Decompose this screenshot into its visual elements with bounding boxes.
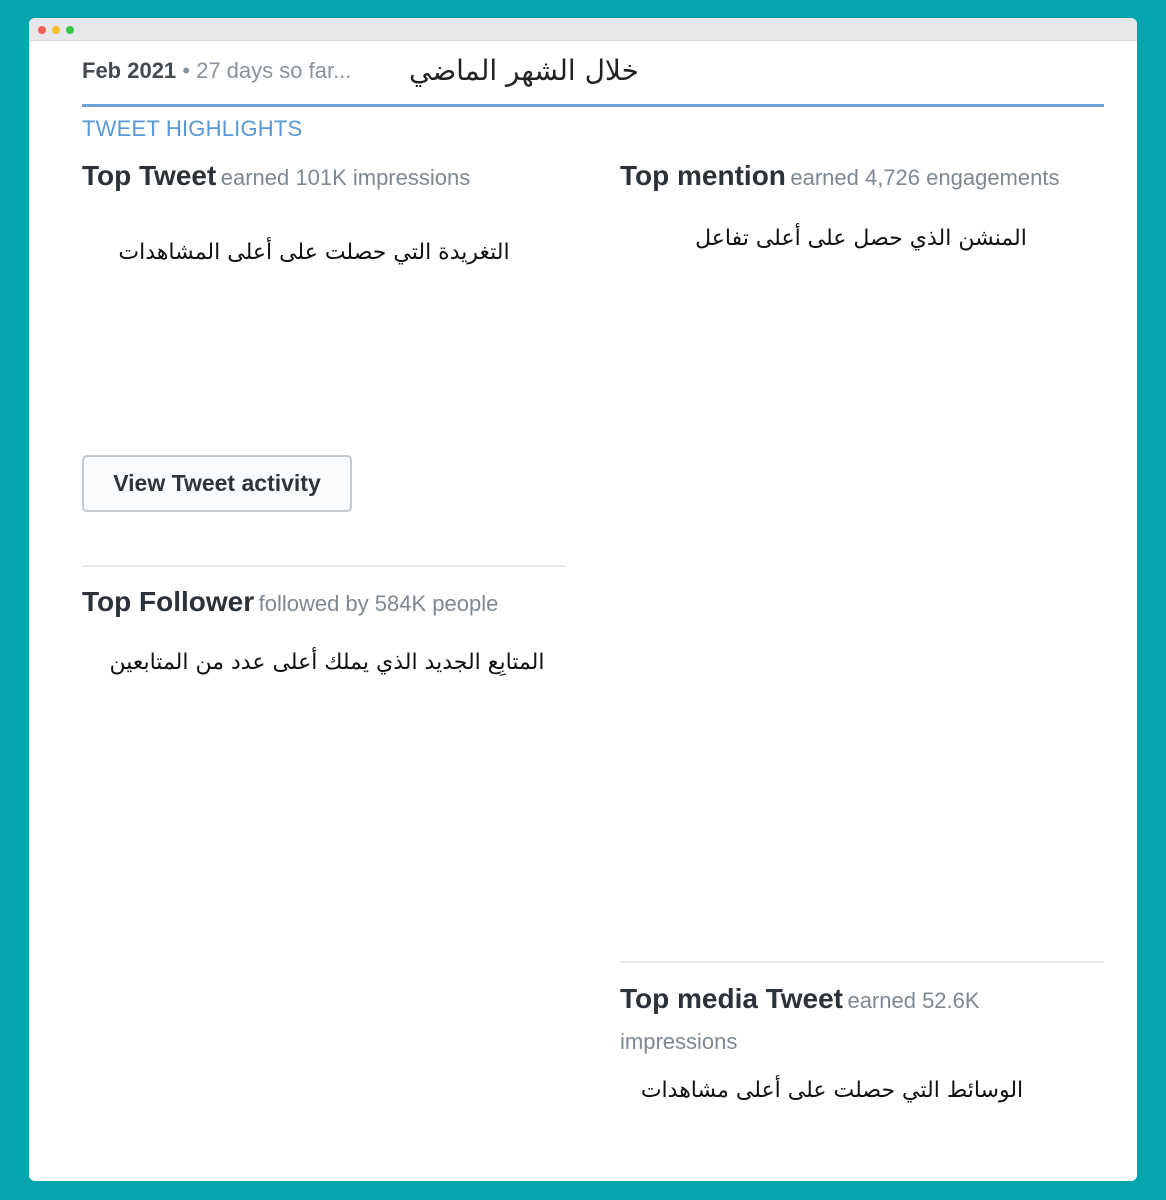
- arabic-period-caption: خلال الشهر الماضي: [409, 54, 639, 87]
- header-divider: [82, 104, 1104, 107]
- top-follower-title: Top Follower: [82, 586, 255, 617]
- section-label: TWEET HIGHLIGHTS: [82, 116, 303, 141]
- top-media-note: الوسائط التي حصلت على أعلى مشاهدات: [640, 1078, 1024, 1103]
- minimize-window-icon[interactable]: [52, 26, 60, 34]
- top-tweet-note: التغريدة التي حصلت على أعلى المشاهدات: [118, 240, 510, 265]
- top-mention-title: Top mention: [620, 160, 786, 191]
- top-follower-note: المتابِع الجديد الذي يملك أعلى عدد من المتابعين: [109, 650, 545, 675]
- period-selector[interactable]: [82, 58, 351, 84]
- view-tweet-activity-button[interactable]: View Tweet activity: [82, 455, 352, 512]
- top-media-title: Top media Tweet: [620, 983, 843, 1014]
- browser-window: [29, 18, 1137, 1181]
- close-window-icon[interactable]: [38, 26, 46, 34]
- window-titlebar: [29, 18, 1137, 41]
- top-follower-subtitle: followed by 584K people: [258, 591, 499, 616]
- divider: [82, 565, 566, 567]
- top-tweet-subtitle: earned 101K impressions: [220, 165, 471, 190]
- divider: [620, 961, 1104, 963]
- top-tweet-title: Top Tweet: [82, 160, 217, 191]
- month-label: Feb 2021: [82, 58, 177, 83]
- days-progress: • 27 days so far...: [176, 58, 352, 83]
- top-media-heading: [620, 980, 1060, 1064]
- top-mention-note: المنشن الذي حصل على أعلى تفاعل: [695, 226, 1027, 251]
- top-mention-heading: [620, 160, 1059, 192]
- top-tweet-heading: [82, 160, 470, 192]
- top-follower-heading: [82, 586, 498, 618]
- zoom-window-icon[interactable]: [66, 26, 74, 34]
- top-mention-subtitle: earned 4,726 engagements: [790, 165, 1060, 190]
- top-media-subtitle: earned 52.6K impressions: [620, 988, 980, 1054]
